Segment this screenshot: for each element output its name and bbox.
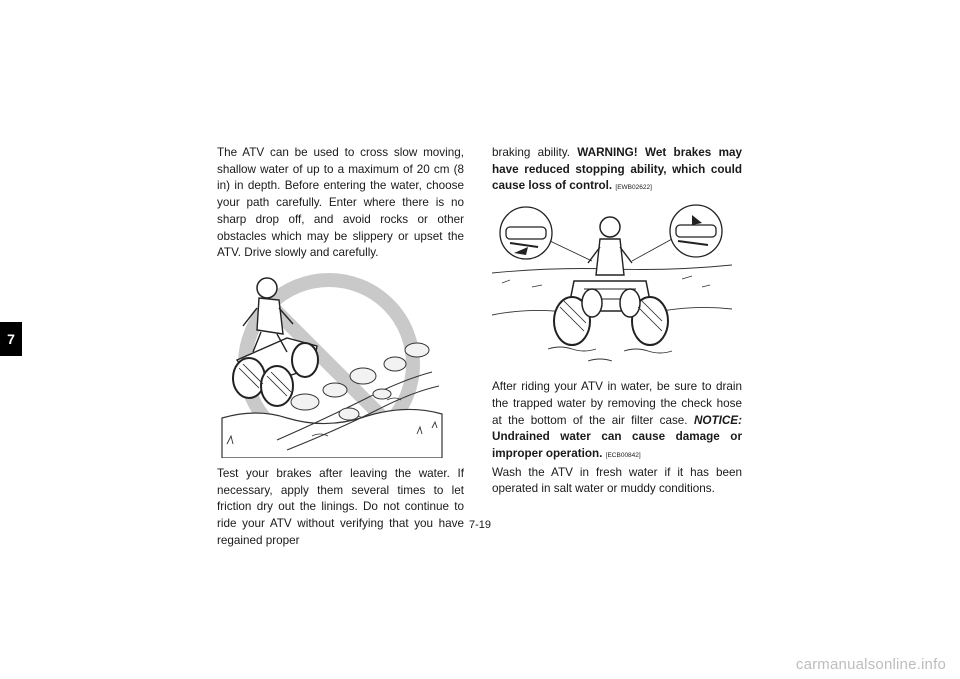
- notice-text: Undrained water can cause damage or improper operation.: [492, 430, 742, 460]
- warning-paragraph: [492, 145, 742, 197]
- watermark: carmanualsonline.info: [795, 656, 946, 673]
- test-brakes-paragraph: Test your brakes after leaving the water. If necessary, apply them several times to let friction dry out the linings. Do not continue to ride your ATV without verifying that you have regained proper: [217, 466, 464, 547]
- drain-text: After riding your ATV in water, be sure to drain the trapped water by removing the check hose at the bottom of the air filter case.: [492, 380, 742, 427]
- braking-continuation: braking ability.: [492, 146, 578, 159]
- notice-code: [ECB00842]: [605, 451, 641, 459]
- wash-paragraph: Wash the ATV in fresh water if it has been operated in salt water or muddy conditions.: [492, 465, 742, 496]
- brake-test-illustration: [492, 203, 732, 371]
- page-number: 7-19: [468, 519, 492, 531]
- drain-paragraph: [492, 379, 742, 465]
- right-column: [492, 145, 742, 498]
- chapter-tab: 7: [0, 322, 22, 356]
- notice-label: NOTICE:: [693, 413, 742, 427]
- warning-code: [EWB02622]: [615, 184, 652, 192]
- warning-text: WARNING! Wet brakes may have reduced stopping ability, which could cause loss of control.: [492, 146, 742, 193]
- left-column: [217, 145, 464, 549]
- no-rough-water-illustration: [217, 268, 447, 458]
- water-crossing-paragraph: The ATV can be used to cross slow moving, shallow water of up to a maximum of 20 cm (8 in) in depth. Before entering the water, choose your path carefully. Enter where there is no sharp drop off, and avoid rocks or other obstacles which may be slippery or upset the ATV. Drive slowly and carefully.: [217, 146, 464, 260]
